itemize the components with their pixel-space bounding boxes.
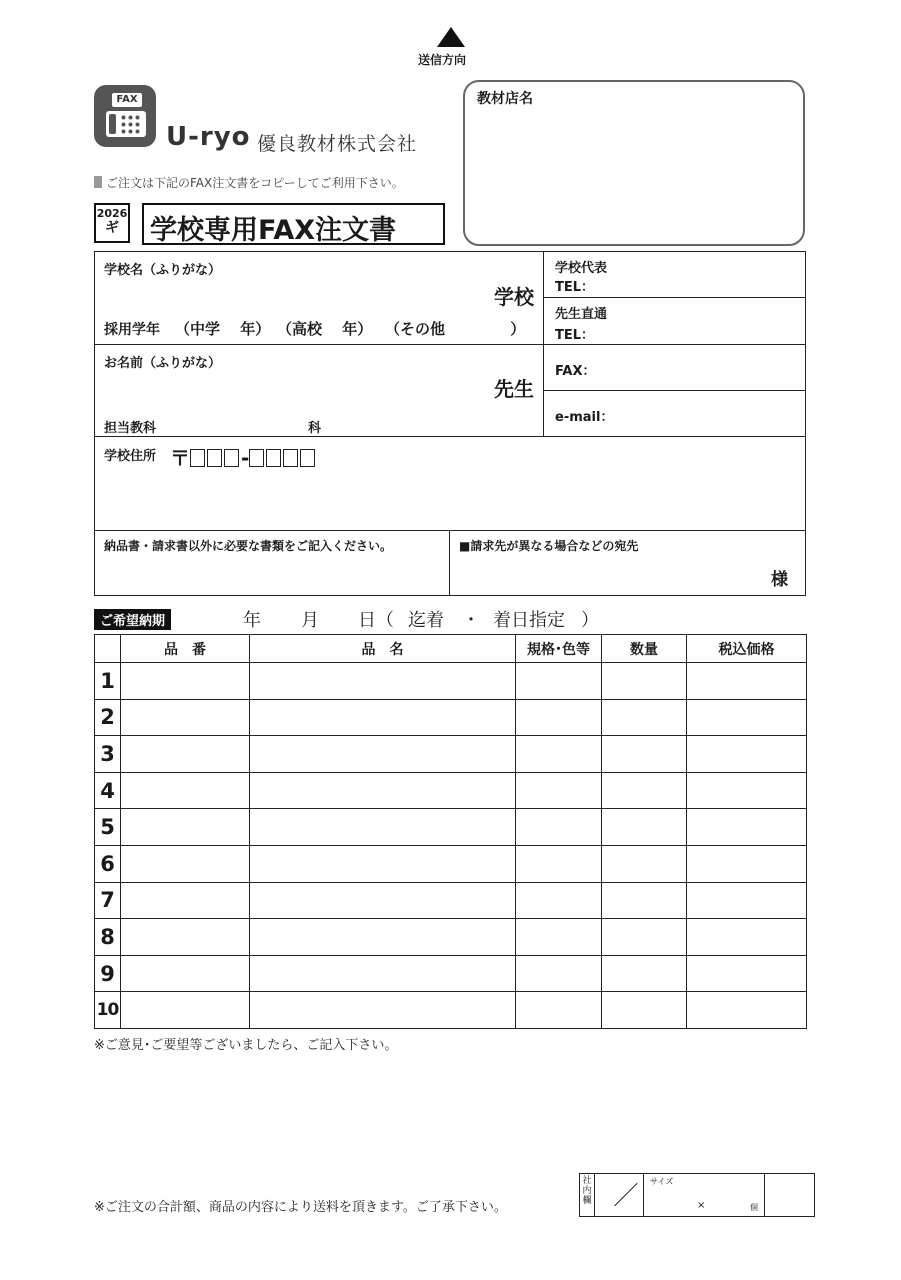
item-number-cell[interactable] <box>121 845 250 882</box>
item-name-cell[interactable] <box>250 845 516 882</box>
item-name-cell[interactable] <box>250 882 516 919</box>
item-number-cell[interactable] <box>121 809 250 846</box>
spec-cell[interactable] <box>516 955 602 992</box>
spec-cell[interactable] <box>516 736 602 773</box>
year-number: 2026 <box>96 207 128 220</box>
opinion-note: ※ご意見･ご要望等ございましたら、ご記入下さい。 <box>94 1038 398 1053</box>
header-price: 税込価格 <box>687 635 807 663</box>
price-cell[interactable] <box>687 809 807 846</box>
header-item-name: 品 名 <box>250 635 516 663</box>
form-title-box <box>142 203 445 245</box>
quantity-cell[interactable] <box>602 736 687 773</box>
quantity-cell[interactable] <box>602 919 687 956</box>
row-number: 1 <box>95 663 121 700</box>
spec-cell[interactable] <box>516 919 602 956</box>
teacher-name-field[interactable] <box>104 350 484 400</box>
store-name-label: 教材店名 <box>477 91 533 107</box>
postal-code-field[interactable]: 〒 - <box>170 442 317 471</box>
item-number-cell[interactable] <box>121 736 250 773</box>
item-name-cell[interactable] <box>250 736 516 773</box>
item-name-cell[interactable] <box>250 663 516 700</box>
quantity-cell[interactable] <box>602 845 687 882</box>
price-cell[interactable] <box>687 736 807 773</box>
delivery-day[interactable]: 日（ <box>358 610 394 631</box>
billing-suffix: 様 <box>771 570 788 590</box>
row-number: 4 <box>95 772 121 809</box>
subject-suffix: 科 <box>308 421 322 436</box>
spec-cell[interactable] <box>516 809 602 846</box>
price-cell[interactable] <box>687 663 807 700</box>
office-use-box <box>579 1173 815 1217</box>
school-tel-field[interactable]: TEL： <box>555 280 595 295</box>
delivery-dot: ・ <box>462 610 480 631</box>
quantity-cell[interactable] <box>602 772 687 809</box>
store-name-box[interactable] <box>463 80 805 246</box>
address-label: 学校住所 <box>104 449 157 464</box>
item-number-cell[interactable] <box>121 882 250 919</box>
table-row <box>95 809 807 846</box>
price-cell[interactable] <box>687 992 807 1029</box>
form-title: 学校専用FAX注文書 <box>150 215 397 246</box>
table-row <box>95 992 807 1029</box>
year-code: ギ <box>105 220 119 236</box>
teacher-tel-label: 先生直通 <box>555 307 608 322</box>
table-row <box>95 882 807 919</box>
delivery-option-on[interactable]: 着日指定 <box>493 610 565 631</box>
order-table <box>94 634 807 1029</box>
fax-machine-icon <box>94 85 156 147</box>
spec-cell[interactable] <box>516 882 602 919</box>
table-row <box>95 663 807 700</box>
row-number: 5 <box>95 809 121 846</box>
spec-cell[interactable] <box>516 845 602 882</box>
quantity-cell[interactable] <box>602 882 687 919</box>
header-quantity: 数量 <box>602 635 687 663</box>
item-number-cell[interactable] <box>121 955 250 992</box>
spec-cell[interactable] <box>516 699 602 736</box>
grade-label: 採用学年 <box>104 322 160 338</box>
delivery-option-by[interactable]: 迄着 <box>408 610 444 631</box>
item-name-cell[interactable] <box>250 919 516 956</box>
school-suffix: 学校 <box>494 285 534 309</box>
price-cell[interactable] <box>687 772 807 809</box>
table-header-row <box>95 635 807 663</box>
price-cell[interactable] <box>687 955 807 992</box>
row-number: 7 <box>95 882 121 919</box>
shipping-note: ※ご注文の合計額、商品の内容により送料を頂きます。ご了承下さい。 <box>94 1200 507 1215</box>
row-number: 10 <box>95 992 121 1029</box>
spec-cell[interactable] <box>516 772 602 809</box>
table-row <box>95 955 807 992</box>
documents-label: 納品書・請求書以外に必要な書類をご記入ください。 <box>104 539 393 553</box>
price-cell[interactable] <box>687 845 807 882</box>
school-name-field[interactable] <box>104 256 484 306</box>
item-number-cell[interactable] <box>121 992 250 1029</box>
size-times: × <box>697 1200 706 1211</box>
price-cell[interactable] <box>687 882 807 919</box>
spec-cell[interactable] <box>516 663 602 700</box>
billing-label: ■請求先が異なる場合などの宛先 <box>459 539 639 553</box>
quantity-cell[interactable] <box>602 992 687 1029</box>
size-unit: 個 <box>750 1203 758 1212</box>
row-number: 3 <box>95 736 121 773</box>
row-number: 9 <box>95 955 121 992</box>
postal-mark: 〒 <box>170 446 190 470</box>
name-label: お名前（ふりがな） <box>104 356 222 371</box>
teacher-suffix: 先生 <box>494 377 534 401</box>
subject-label: 担当教科 <box>104 421 157 436</box>
delivery-date-label: ご希望納期 <box>94 609 171 630</box>
item-number-cell[interactable] <box>121 699 250 736</box>
teacher-tel-field[interactable]: TEL： <box>555 328 595 343</box>
copy-instruction: ご注文は下記のFAX注文書をコピーしてご利用下さい。 <box>94 174 404 191</box>
grade-junior-field[interactable]: （中学 年） <box>175 320 271 338</box>
send-direction-label: 送信方向 <box>418 53 467 67</box>
school-tel-label: 学校代表 <box>555 261 608 276</box>
row-number: 2 <box>95 699 121 736</box>
grade-high-field[interactable]: （高校 年） <box>277 320 373 338</box>
office-slash <box>614 1183 637 1206</box>
item-number-cell[interactable] <box>121 919 250 956</box>
item-name-cell[interactable] <box>250 955 516 992</box>
table-row <box>95 845 807 882</box>
row-number: 8 <box>95 919 121 956</box>
table-row <box>95 699 807 736</box>
spec-cell[interactable] <box>516 992 602 1029</box>
grade-other-field[interactable]: （その他 ） <box>385 320 526 338</box>
header-item-number: 品 番 <box>121 635 250 663</box>
year-badge <box>94 203 130 243</box>
school-name-label: 学校名（ふりがな） <box>104 263 222 278</box>
table-row <box>95 919 807 956</box>
delivery-close: ） <box>581 610 599 631</box>
fax-icon-label: FAX <box>112 93 142 107</box>
item-number-cell[interactable] <box>121 663 250 700</box>
company-name: 優良教材株式会社 <box>257 133 418 155</box>
quantity-cell[interactable] <box>602 699 687 736</box>
header-index <box>95 635 121 663</box>
delivery-year[interactable]: 年 <box>243 610 261 631</box>
table-row <box>95 736 807 773</box>
item-name-cell[interactable] <box>250 809 516 846</box>
price-cell[interactable] <box>687 699 807 736</box>
row-number: 6 <box>95 845 121 882</box>
item-name-cell[interactable] <box>250 699 516 736</box>
item-number-cell[interactable] <box>121 772 250 809</box>
office-use-label: 社内欄 <box>582 1176 592 1206</box>
delivery-month[interactable]: 月 <box>301 610 319 631</box>
quantity-cell[interactable] <box>602 955 687 992</box>
send-direction-arrow-icon <box>437 27 465 47</box>
size-label: サイズ <box>650 1177 674 1186</box>
quantity-cell[interactable] <box>602 809 687 846</box>
header-spec: 規格･色等 <box>516 635 602 663</box>
brand-logo-text: U-ryo <box>166 122 251 152</box>
table-row <box>95 772 807 809</box>
email-field[interactable]: e-mail： <box>555 410 614 425</box>
fax-field[interactable]: FAX： <box>555 364 596 379</box>
item-name-cell[interactable] <box>250 992 516 1029</box>
item-name-cell[interactable] <box>250 772 516 809</box>
price-cell[interactable] <box>687 919 807 956</box>
quantity-cell[interactable] <box>602 663 687 700</box>
